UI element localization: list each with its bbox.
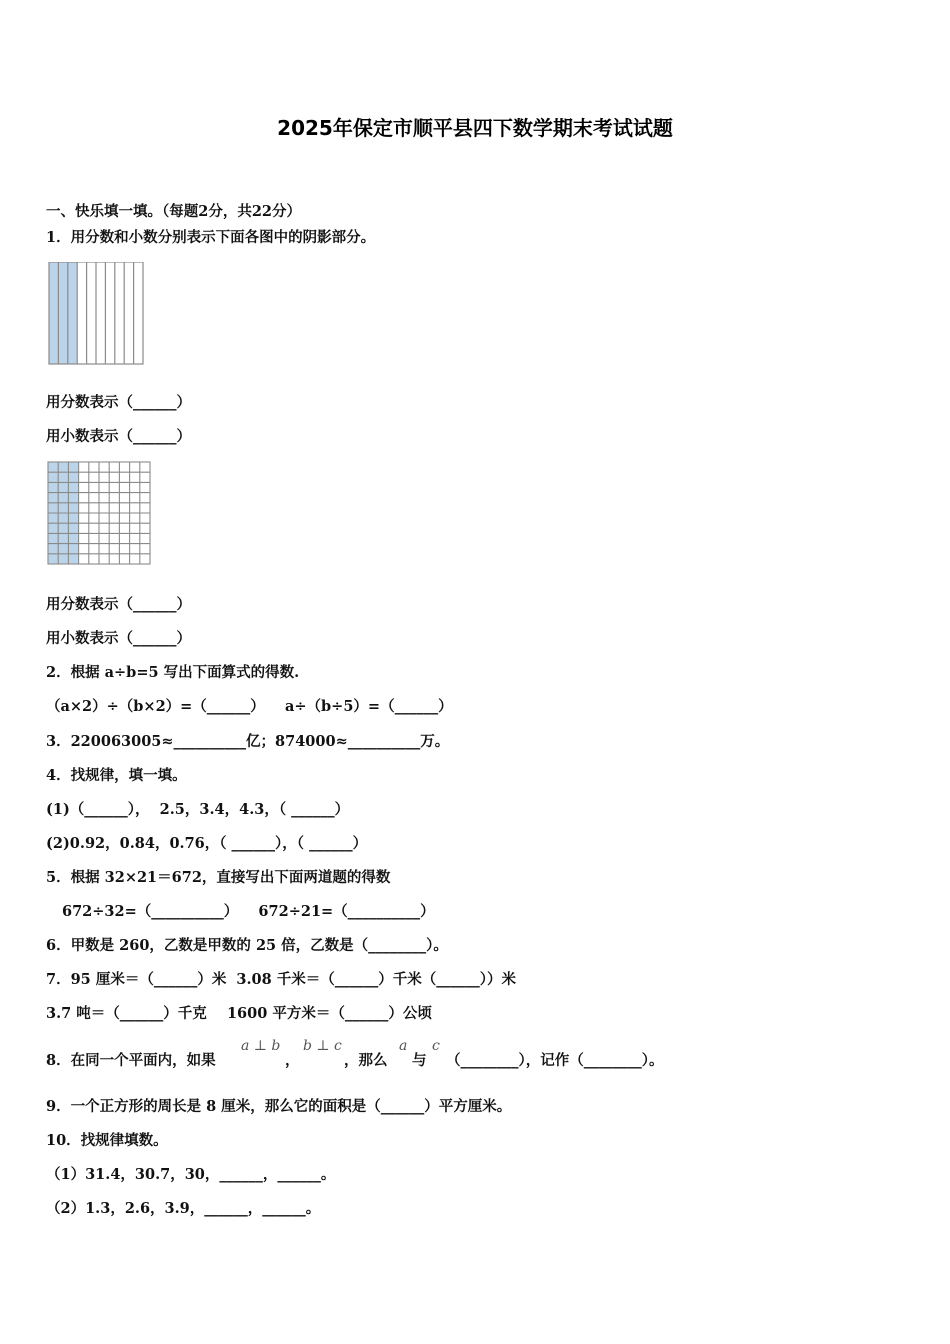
q4-line-2: (2)0.92，0.84，0.76，（ ______），（ ______）: [46, 835, 368, 852]
q10-line-2: （2）1.3，2.6，3.9，______，______。: [46, 1200, 321, 1217]
q5-expressions: 672÷32=（__________） 672÷21=（__________）: [62, 903, 435, 920]
q8-middle: ，那么: [344, 1052, 388, 1069]
q6: 6．甲数是 260，乙数是甲数的 25 倍，乙数是（________）。: [46, 937, 448, 954]
q2-expressions: （a×2）÷（b×2）=（______） a÷（b÷5）=（______）: [46, 698, 453, 715]
strip-shaded-area: [49, 262, 77, 364]
q1-fraction-answer-1: 用分数表示（______）: [46, 394, 191, 411]
q7-line-1: 7．95 厘米＝（______）米 3.08 千米＝（______）千米（______））米: [46, 971, 517, 988]
q10-line-1: （1）31.4，30.7，30，______，______。: [46, 1166, 336, 1183]
section-heading: 一、快乐填一填。（每题2分，共22分）: [46, 203, 302, 220]
strip-figure: [47, 262, 146, 366]
q4-line-1: (1)（______）， 2.5，3.4，4.3，（ ______）: [46, 801, 350, 818]
q8-separator: ，: [285, 1052, 300, 1069]
q7-line-2: 3.7 吨＝（______）千克 1600 平方米＝（______）公顷: [46, 1005, 432, 1022]
q4-stem: 4．找规律，填一填。: [46, 767, 187, 784]
q8-answer-blanks: （________），记作（________）。: [446, 1052, 664, 1069]
q8-math-b-perp-c: b ⊥ c: [303, 1038, 342, 1054]
q1-decimal-answer-2: 用小数表示（______）: [46, 630, 191, 647]
q3: 3．220063005≈__________亿；874000≈__________万。: [46, 733, 450, 750]
q2-stem: 2．根据 a÷b=5 写出下面算式的得数.: [46, 664, 300, 681]
q10-stem: 10．找规律填数。: [46, 1132, 168, 1149]
page-title: 2025年保定市顺平县四下数学期末考试试题: [277, 116, 673, 140]
q1-fraction-answer-2: 用分数表示（______）: [46, 596, 191, 613]
q8-math-a: a: [399, 1038, 408, 1054]
q5-stem: 5．根据 32×21＝672，直接写出下面两道题的得数: [46, 869, 391, 886]
q8-prefix: 8．在同一个平面内，如果: [46, 1052, 216, 1069]
q9: 9．一个正方形的周长是 8 厘米，那么它的面积是（______）平方厘米。: [46, 1098, 512, 1115]
q8-with: 与: [412, 1052, 427, 1069]
grid-figure: [46, 460, 154, 566]
q8-math-c: c: [432, 1038, 440, 1054]
q8-math-a-perp-b: a ⊥ b: [241, 1038, 281, 1054]
q1-stem: 1．用分数和小数分别表示下面各图中的阴影部分。: [46, 229, 376, 246]
q1-decimal-answer-1: 用小数表示（______）: [46, 428, 191, 445]
